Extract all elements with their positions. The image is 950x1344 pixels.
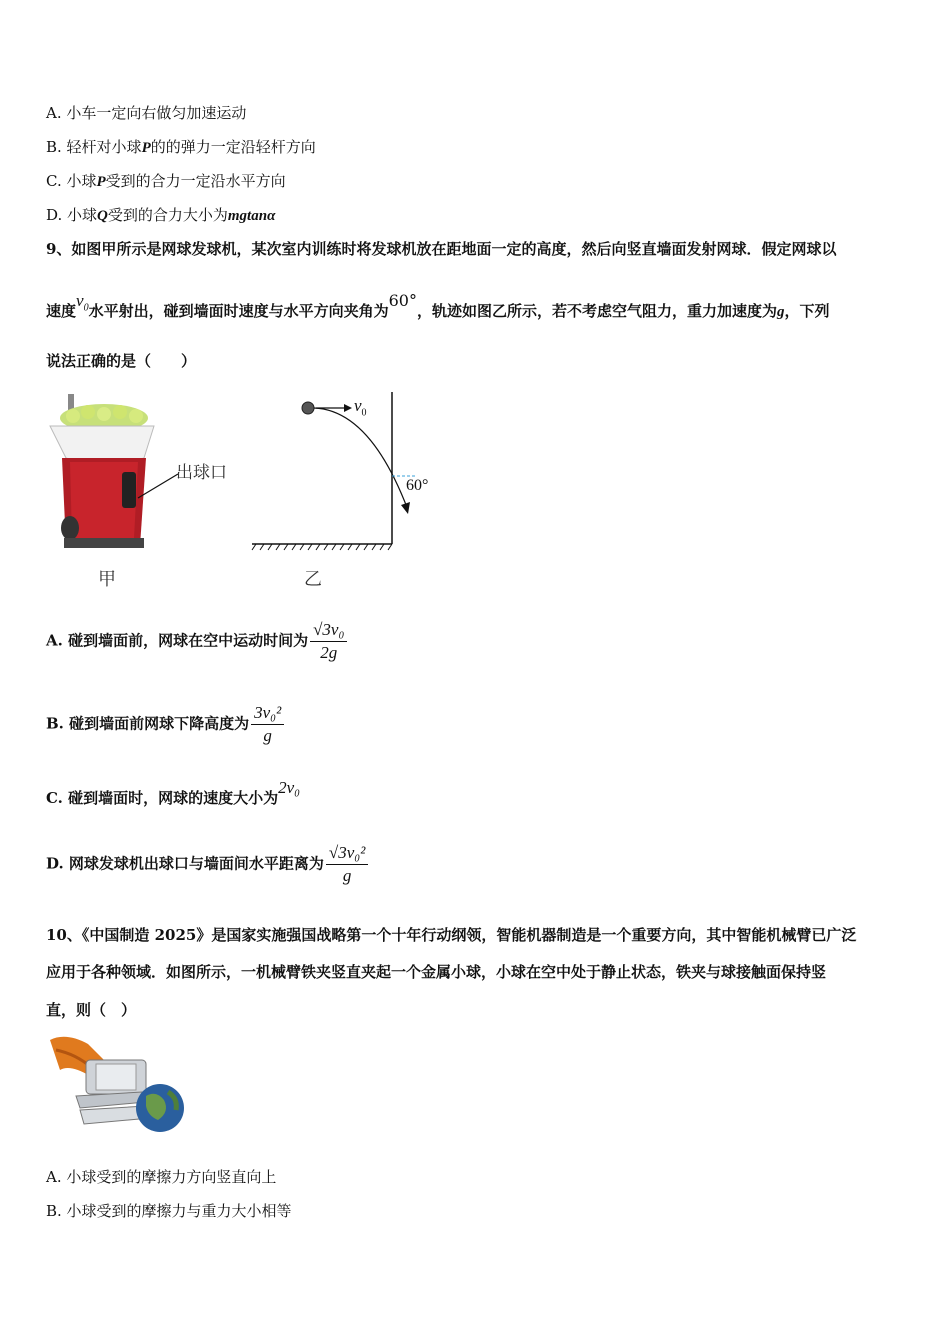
option-b-prev: B. 轻杆对小球P的的弹力一定沿轻杆方向 xyxy=(46,138,316,156)
outlet-label: 出球口 xyxy=(176,463,227,483)
q10-stem-line1: 10、《中国制造 2025》是国家实施强国战略第一个十年行动纲领，智能机器制造是一个重要方向，其中智能机械臂已广泛 xyxy=(46,926,857,944)
figure-label-yi: 乙 xyxy=(304,569,322,590)
option-c-prev: C. 小球P受到的合力一定沿水平方向 xyxy=(46,172,286,190)
q10-stem-line2: 应用于各种领域．如图所示，一机械臂铁夹竖直夹起一个金属小球，小球在空中处于静止状态，铁夹与球接触面保持竖 xyxy=(46,963,827,981)
ball-machine-figure xyxy=(48,388,248,588)
figure-v0-label: $v_0$ xyxy=(354,396,367,419)
option-a-prev: A. 小车一定向右做匀加速运动 xyxy=(46,104,247,122)
robot-arm-figure xyxy=(46,1030,186,1140)
figure-angle-label: 60° xyxy=(406,477,429,494)
option-d-prev: D. 小球Q受到的合力大小为mgtanα xyxy=(46,206,276,224)
q9-stem-line3: 说法正确的是（ ） xyxy=(46,352,197,370)
q10-stem-line3: 直，则（ ） xyxy=(46,1001,137,1019)
q9-stem-line1: 9、如图甲所示是网球发球机，某次室内训练时将发球机放在距地面一定的高度，然后向竖直墙面发射网球．假定网球以 xyxy=(46,240,837,258)
q9-option-c: C. 碰到墙面时，网球的速度大小为2v₀ xyxy=(46,778,301,807)
q9-stem-line2: 速度$v_0$水平射出，碰到墙面时速度与水平方向夹角为60°，轨迹如图乙所示，若不考虑空气阻力，重力加速度为g，下列 xyxy=(46,291,830,320)
trajectory-figure xyxy=(250,388,450,558)
q10-option-a: A. 小球受到的摩擦力方向竖直向上 xyxy=(46,1168,277,1186)
q9-option-a: A. 碰到墙面前，网球在空中运动时间为 $\frac{\text{√3v₀}}{2g}$ xyxy=(46,620,347,663)
q10-option-b: B. 小球受到的摩擦力与重力大小相等 xyxy=(46,1202,292,1220)
q9-option-b: B. 碰到墙面前网球下降高度为 $\frac{\text{3v₀²}}{g}$ xyxy=(46,703,284,746)
figure-label-jia: 甲 xyxy=(98,569,116,590)
q9-option-d: D. 网球发球机出球口与墙面间水平距离为 $\frac{\text{√3v₀²}}{g}$ xyxy=(46,843,368,886)
